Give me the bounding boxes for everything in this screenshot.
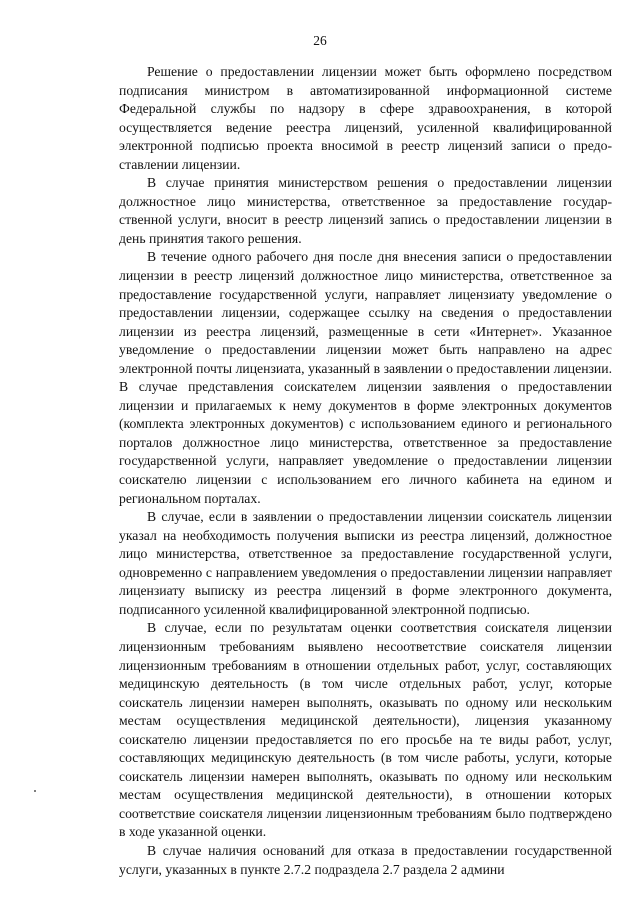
paragraph-license-notification: В течение одного рабочего дня после дня внесения записи о предоставлении лицензии в реестр лицензий должностное лицо министерства, ответственное за предоставление государственной услуги, направляет лицензиату уведомление о предоставлении лицензии, содержащее ссылку на сведения о предоставлении лицензии из реестра лицензий, размещенные в сети «Интернет». Указанное уведомление о предоставлении лицензии может быть направлено на адрес электронной почты лицензиата, указанный в заявлении о предоставлении лицензии. В случае представления соискателем лицензии заявления о предоставлении лицензии и прилагаемых к нему документов в форме электронных документов (комплекта электронных документов) с использованием единого и регионального порталов должностное лицо министерства, ответственное за предоставление государственной услуги, направляет уведомление о предоставлении лицензии соискателю лицензии с использованием его личного кабинета на едином и региональном порталах. — [119, 249, 612, 506]
document-body — [119, 63, 612, 879]
page-number: 26 — [313, 33, 327, 48]
paragraph-partial-compliance: В случае, если по результатам оценки соответствия соискателя лицензии лицензионным требованиям выявлено несоответствие соискателя лицензии лицензионным требованиям в отношении отдельных работ, услуг, составляющих медицинскую деятельность (в том числе отдельных работ, услуг, которые соискатель лицензии намерен выполнять, оказывать по одному или нескольким местам осуществления медицинской деятельности), лицензия указанному соискателю лицензии предоставляется по его просьбе на те виды работ, услуг, составляющих медицинскую деятельность (в том числе работы, услуги, которые соискатель лицензии намерен выполнять, оказывать по одному или нескольким местам осуществления медицинской деятельности), в отношении которых соответствие соискателя лицензии лицензионным требованиям было подтверждено в ходе указанной оценки. — [119, 620, 612, 840]
scan-speck — [34, 790, 36, 792]
paragraph-registry-entry: В случае принятия министерством решения о предоставлении лицензии должностное лицо министерства, ответственное за предоставление государственной услуги, вносит в реестр лицензий запись о предоставлении лицензии в день принятия такого решения. — [119, 175, 612, 246]
paragraph-license-decision-signing: Решение о предоставлении лицензии может быть оформлено посредством подписания министром в автоматизированной информационной системе Федеральной службы по надзору в сфере здравоохранения, в которой осуществляется ведение реестра лицензий, усиленной квалифицированной электронной подписью проекта вносимой в реестр лицензий записи о предоставлении лицензии. — [119, 64, 612, 172]
paragraph-refusal-grounds: В случае наличия оснований для отказа в предоставлении государственной услуги, указанных в пункте 2.7.2 подраздела 2.7 раздела 2 админи — [119, 842, 612, 877]
paragraph-registry-extract: В случае, если в заявлении о предоставлении лицензии соискатель лицензии указал на необходимость получения выписки из реестра лицензий, должностное лицо министерства, ответственное за предоставление государственной услуги, одновременно с направлением уведомления о предоставлении лицензии направляет лицензиату выписку из реестра лицензий в форме электронного документа, подписанного усиленной квалифицированной электронной подписью. — [119, 509, 612, 617]
